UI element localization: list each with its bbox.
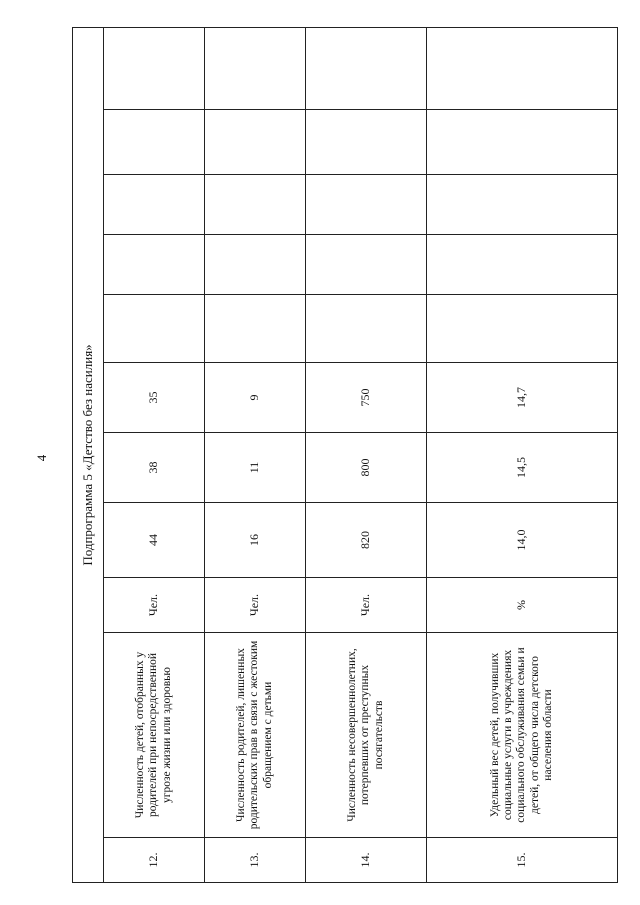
- empty-cell: [427, 110, 618, 175]
- subprogram-title: Подпрограмма 5 «Детство без насилия»: [73, 27, 104, 882]
- indicators-table: [72, 27, 618, 883]
- value-1: 44: [104, 503, 205, 578]
- empty-cell: [205, 295, 306, 363]
- rotated-page: [34, 28, 625, 883]
- empty-cell: [104, 235, 205, 295]
- value-1: 14,0: [427, 503, 618, 578]
- value-3: 35: [104, 363, 205, 433]
- subprogram-header-row: [73, 27, 104, 882]
- empty-cell: [306, 110, 427, 175]
- table-row: [306, 27, 427, 882]
- indicator-name: Численность детей, отобранных у родителей при непосредственной угрозе жизни или здоровью: [104, 633, 205, 838]
- row-number: 14.: [306, 838, 427, 883]
- value-3: 750: [306, 363, 427, 433]
- value-3: 14,7: [427, 363, 618, 433]
- value-1: 820: [306, 503, 427, 578]
- table-row: [205, 27, 306, 882]
- unit: Чел.: [306, 578, 427, 633]
- empty-cell: [306, 175, 427, 235]
- table-stage: [34, 28, 625, 883]
- empty-cell: [427, 27, 618, 109]
- value-2: 11: [205, 433, 306, 503]
- indicator-name: Численность несовершеннолетних, потерпевших от преступных посягательств: [306, 633, 427, 838]
- empty-cell: [427, 295, 618, 363]
- empty-cell: [104, 110, 205, 175]
- indicator-name: Удельный вес детей, получивших социальные услуги в учреждениях социального обслуживания семьи и детей, от общего числа детского населения области: [427, 633, 618, 838]
- empty-cell: [205, 110, 306, 175]
- value-2: 800: [306, 433, 427, 503]
- row-number: 12.: [104, 838, 205, 883]
- table-row: [427, 27, 618, 882]
- empty-cell: [205, 235, 306, 295]
- empty-cell: [104, 295, 205, 363]
- empty-cell: [104, 27, 205, 109]
- indicator-name: Численность родителей, лишенных родительских прав в связи с жестоким обращением с детьми: [205, 633, 306, 838]
- value-1: 16: [205, 503, 306, 578]
- value-2: 14,5: [427, 433, 618, 503]
- table-row: [104, 27, 205, 882]
- page-number: 4: [34, 454, 49, 462]
- empty-cell: [205, 175, 306, 235]
- unit: Чел.: [205, 578, 306, 633]
- empty-cell: [427, 235, 618, 295]
- value-3: 9: [205, 363, 306, 433]
- unit: %: [427, 578, 618, 633]
- empty-cell: [306, 295, 427, 363]
- empty-cell: [427, 175, 618, 235]
- row-number: 13.: [205, 838, 306, 883]
- empty-cell: [104, 175, 205, 235]
- empty-cell: [205, 27, 306, 109]
- empty-cell: [306, 235, 427, 295]
- row-number: 15.: [427, 838, 618, 883]
- value-2: 38: [104, 433, 205, 503]
- unit: Чел.: [104, 578, 205, 633]
- empty-cell: [306, 27, 427, 109]
